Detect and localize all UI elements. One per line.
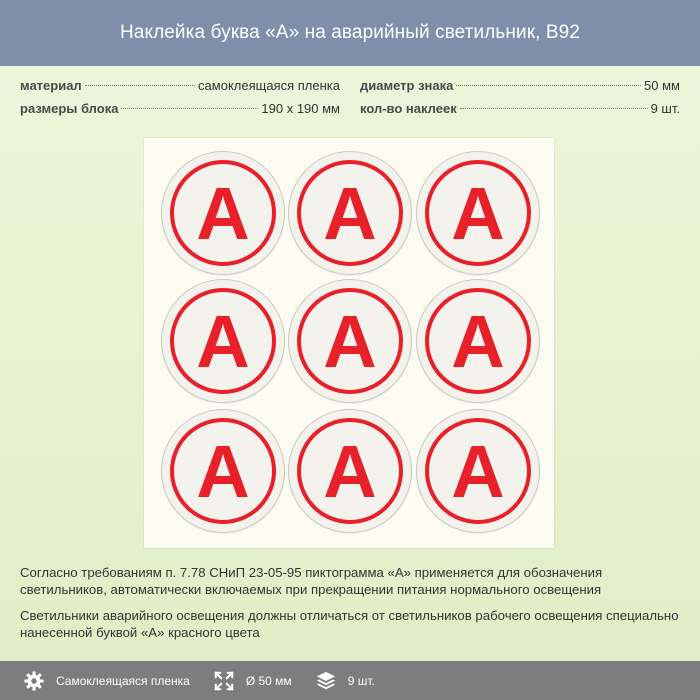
sticker (162, 152, 284, 274)
leader-dots (121, 108, 258, 109)
feature-material (22, 669, 190, 693)
sticker-letter: А (196, 430, 250, 513)
sticker-letter: А (196, 172, 250, 255)
sticker (417, 280, 539, 402)
page-title: Наклейка буква «А» на аварийный светильник, B92 (119, 22, 581, 43)
spec-list (20, 78, 680, 122)
spec-value: 50 мм (644, 78, 680, 93)
sticker-letter: А (323, 172, 377, 255)
sticker (417, 152, 539, 274)
sticker (289, 410, 411, 532)
spec-row-quantity (360, 101, 680, 123)
sticker (162, 410, 284, 532)
spec-value: самоклеящаяся пленка (198, 78, 340, 93)
spec-label: кол-во наклеек (360, 101, 457, 116)
feature-quantity (314, 669, 375, 693)
expand-arrows-icon (212, 669, 236, 693)
spec-row-material (20, 78, 340, 100)
spec-row-diameter (360, 78, 680, 100)
sticker-letter: А (323, 300, 377, 383)
sticker (289, 152, 411, 274)
sticker (417, 410, 539, 532)
header-bar (0, 0, 700, 66)
sticker-letter: А (323, 430, 377, 513)
leader-dots (85, 85, 195, 86)
spec-value: 190 х 190 мм (261, 101, 340, 116)
feature-diameter (212, 669, 292, 693)
sticker-letter: А (196, 300, 250, 383)
sticker (289, 280, 411, 402)
spec-label: размеры блока (20, 101, 119, 116)
feature-bar (0, 661, 700, 700)
spec-value: 9 шт. (650, 101, 680, 116)
sticker-letter: А (451, 430, 505, 513)
feature-label: Самоклеящаяся пленка (56, 673, 190, 688)
description-paragraph: Светильники аварийного освещения должны отличаться от светильников рабочего освещения специально нанесенной буквой «А» красного цвета (20, 608, 679, 640)
feature-label: Ø 50 мм (245, 673, 292, 688)
spec-label: материал (20, 78, 82, 93)
spec-row-block-size (20, 101, 340, 123)
sticker-sheet (144, 138, 554, 548)
spec-label: диаметр знака (360, 78, 454, 93)
stack-layers-icon (314, 669, 338, 693)
leader-dots (456, 85, 641, 86)
sticker-letter: А (451, 300, 505, 383)
gear-icon (22, 669, 46, 693)
leader-dots (460, 108, 648, 109)
sticker-letter: А (451, 172, 505, 255)
description-paragraph: Согласно требованиям п. 7.78 СНиП 23-05-95 пиктограмма «А» применяется для обозначения светильников, автоматически включаемых при прекращении питания нормального освещения (20, 565, 603, 597)
feature-label: 9 шт. (347, 673, 375, 688)
sticker (162, 280, 284, 402)
